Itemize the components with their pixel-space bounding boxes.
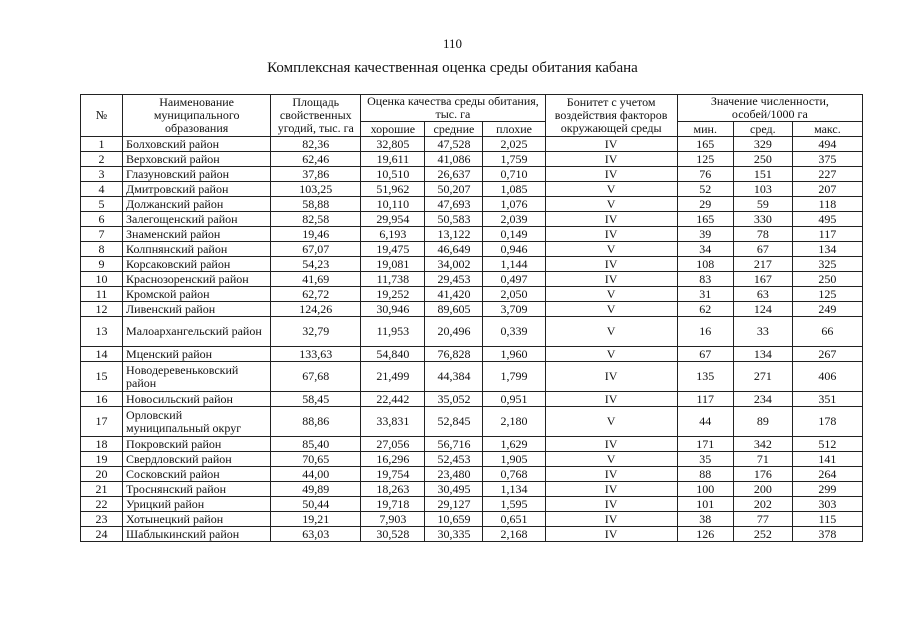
row-max: 250 — [792, 272, 862, 287]
row-area: 41,69 — [271, 272, 361, 287]
table-row — [81, 527, 863, 542]
row-good: 19,611 — [361, 152, 425, 167]
row-good: 54,840 — [361, 347, 425, 362]
row-bonitet: IV — [545, 152, 677, 167]
row-bonitet: V — [545, 407, 677, 437]
table-row — [81, 287, 863, 302]
row-number: 8 — [81, 242, 123, 257]
row-name: Корсаковский район — [123, 257, 271, 272]
table-row — [81, 197, 863, 212]
row-avg: 78 — [733, 227, 792, 242]
table-row — [81, 392, 863, 407]
row-bad: 2,025 — [483, 137, 545, 152]
row-number: 11 — [81, 287, 123, 302]
row-name: Орловский муниципальный округ — [123, 407, 271, 437]
row-name: Урицкий район — [123, 497, 271, 512]
row-good: 30,528 — [361, 527, 425, 542]
row-max: 378 — [792, 527, 862, 542]
row-medium: 41,086 — [425, 152, 483, 167]
row-bonitet: IV — [545, 362, 677, 392]
row-medium: 30,495 — [425, 482, 483, 497]
row-avg: 63 — [733, 287, 792, 302]
row-number: 10 — [81, 272, 123, 287]
row-bonitet: IV — [545, 227, 677, 242]
row-area: 44,00 — [271, 467, 361, 482]
row-number: 20 — [81, 467, 123, 482]
row-avg: 67 — [733, 242, 792, 257]
row-avg: 176 — [733, 467, 792, 482]
row-max: 325 — [792, 257, 862, 272]
header-medium: средние — [425, 122, 483, 137]
row-max: 178 — [792, 407, 862, 437]
row-area: 62,72 — [271, 287, 361, 302]
row-medium: 47,693 — [425, 197, 483, 212]
row-max: 125 — [792, 287, 862, 302]
row-area: 19,21 — [271, 512, 361, 527]
row-medium: 76,828 — [425, 347, 483, 362]
row-avg: 103 — [733, 182, 792, 197]
row-bad: 1,085 — [483, 182, 545, 197]
header-num: № — [81, 95, 123, 137]
table-row — [81, 227, 863, 242]
row-area: 32,79 — [271, 317, 361, 347]
row-min: 39 — [677, 227, 733, 242]
row-bad: 1,905 — [483, 452, 545, 467]
row-avg: 329 — [733, 137, 792, 152]
row-bad: 2,039 — [483, 212, 545, 227]
row-avg: 33 — [733, 317, 792, 347]
header-good: хорошие — [361, 122, 425, 137]
row-bad: 2,168 — [483, 527, 545, 542]
row-max: 512 — [792, 437, 862, 452]
row-good: 19,754 — [361, 467, 425, 482]
row-medium: 34,002 — [425, 257, 483, 272]
header-min: мин. — [677, 122, 733, 137]
table-row — [81, 182, 863, 197]
table-row — [81, 347, 863, 362]
row-number: 9 — [81, 257, 123, 272]
table-row — [81, 302, 863, 317]
row-name: Залегощенский район — [123, 212, 271, 227]
row-bad: 0,339 — [483, 317, 545, 347]
row-name: Знаменский район — [123, 227, 271, 242]
row-max: 134 — [792, 242, 862, 257]
row-medium: 23,480 — [425, 467, 483, 482]
row-bad: 1,960 — [483, 347, 545, 362]
row-area: 82,58 — [271, 212, 361, 227]
row-min: 52 — [677, 182, 733, 197]
row-bonitet: IV — [545, 482, 677, 497]
row-name: Краснозоренский район — [123, 272, 271, 287]
row-number: 16 — [81, 392, 123, 407]
table-row — [81, 482, 863, 497]
row-avg: 124 — [733, 302, 792, 317]
row-min: 38 — [677, 512, 733, 527]
row-min: 100 — [677, 482, 733, 497]
row-name: Новосильский район — [123, 392, 271, 407]
row-avg: 271 — [733, 362, 792, 392]
row-medium: 30,335 — [425, 527, 483, 542]
row-number: 6 — [81, 212, 123, 227]
header-bonitet: Бонитет с учетом воздействия факторов окружающей среды — [545, 95, 677, 137]
row-good: 27,056 — [361, 437, 425, 452]
row-bonitet: V — [545, 287, 677, 302]
row-good: 19,252 — [361, 287, 425, 302]
row-name: Глазуновский район — [123, 167, 271, 182]
row-min: 29 — [677, 197, 733, 212]
row-max: 118 — [792, 197, 862, 212]
row-good: 19,475 — [361, 242, 425, 257]
row-medium: 56,716 — [425, 437, 483, 452]
row-bad: 1,076 — [483, 197, 545, 212]
table-row — [81, 167, 863, 182]
row-area: 49,89 — [271, 482, 361, 497]
row-good: 21,499 — [361, 362, 425, 392]
row-name: Малоархангельский район — [123, 317, 271, 347]
row-area: 54,23 — [271, 257, 361, 272]
row-good: 30,946 — [361, 302, 425, 317]
row-number: 18 — [81, 437, 123, 452]
row-bad: 3,709 — [483, 302, 545, 317]
row-medium: 13,122 — [425, 227, 483, 242]
row-bonitet: V — [545, 182, 677, 197]
row-good: 29,954 — [361, 212, 425, 227]
row-bonitet: IV — [545, 272, 677, 287]
row-area: 63,03 — [271, 527, 361, 542]
row-max: 375 — [792, 152, 862, 167]
row-area: 37,86 — [271, 167, 361, 182]
row-min: 171 — [677, 437, 733, 452]
header-avg: сред. — [733, 122, 792, 137]
table-row — [81, 437, 863, 452]
row-good: 7,903 — [361, 512, 425, 527]
row-bonitet: IV — [545, 527, 677, 542]
row-bonitet: IV — [545, 212, 677, 227]
row-medium: 26,637 — [425, 167, 483, 182]
row-name: Сосковский район — [123, 467, 271, 482]
row-medium: 29,127 — [425, 497, 483, 512]
row-name: Кромской район — [123, 287, 271, 302]
row-good: 10,110 — [361, 197, 425, 212]
row-max: 494 — [792, 137, 862, 152]
row-number: 3 — [81, 167, 123, 182]
table-row — [81, 317, 863, 347]
row-max: 227 — [792, 167, 862, 182]
row-max: 303 — [792, 497, 862, 512]
row-avg: 71 — [733, 452, 792, 467]
row-avg: 342 — [733, 437, 792, 452]
table-row — [81, 497, 863, 512]
table-row — [81, 362, 863, 392]
row-area: 70,65 — [271, 452, 361, 467]
row-bad: 1,134 — [483, 482, 545, 497]
row-number: 2 — [81, 152, 123, 167]
row-good: 11,953 — [361, 317, 425, 347]
table-row — [81, 452, 863, 467]
row-bad: 1,144 — [483, 257, 545, 272]
row-bad: 0,768 — [483, 467, 545, 482]
row-bonitet: V — [545, 347, 677, 362]
row-medium: 20,496 — [425, 317, 483, 347]
row-number: 5 — [81, 197, 123, 212]
row-name: Шаблыкинский район — [123, 527, 271, 542]
table-row — [81, 137, 863, 152]
row-bonitet: V — [545, 197, 677, 212]
row-max: 267 — [792, 347, 862, 362]
row-bad: 0,946 — [483, 242, 545, 257]
row-bad: 0,149 — [483, 227, 545, 242]
row-number: 4 — [81, 182, 123, 197]
row-name: Троснянский район — [123, 482, 271, 497]
row-bonitet: IV — [545, 512, 677, 527]
habitat-assessment-table — [80, 94, 863, 542]
row-bad: 1,629 — [483, 437, 545, 452]
table-row — [81, 512, 863, 527]
row-good: 32,805 — [361, 137, 425, 152]
row-min: 34 — [677, 242, 733, 257]
row-number: 21 — [81, 482, 123, 497]
row-medium: 47,528 — [425, 137, 483, 152]
row-good: 19,081 — [361, 257, 425, 272]
row-max: 264 — [792, 467, 862, 482]
document-title: Комплексная качественная оценка среды обитания кабана — [267, 60, 638, 76]
table-row — [81, 407, 863, 437]
row-number: 7 — [81, 227, 123, 242]
row-medium: 50,583 — [425, 212, 483, 227]
row-name: Дмитровский район — [123, 182, 271, 197]
row-avg: 250 — [733, 152, 792, 167]
row-area: 62,46 — [271, 152, 361, 167]
row-min: 117 — [677, 392, 733, 407]
table-row — [81, 152, 863, 167]
row-bonitet: IV — [545, 467, 677, 482]
row-avg: 330 — [733, 212, 792, 227]
row-medium: 52,845 — [425, 407, 483, 437]
row-area: 82,36 — [271, 137, 361, 152]
row-area: 19,46 — [271, 227, 361, 242]
row-avg: 89 — [733, 407, 792, 437]
row-good: 10,510 — [361, 167, 425, 182]
row-max: 249 — [792, 302, 862, 317]
row-name: Верховский район — [123, 152, 271, 167]
row-min: 88 — [677, 467, 733, 482]
row-avg: 59 — [733, 197, 792, 212]
row-bonitet: IV — [545, 257, 677, 272]
row-medium: 29,453 — [425, 272, 483, 287]
row-bad: 2,050 — [483, 287, 545, 302]
row-max: 117 — [792, 227, 862, 242]
row-min: 44 — [677, 407, 733, 437]
row-min: 31 — [677, 287, 733, 302]
header-density: Значение численности, особей/1000 га — [677, 95, 862, 122]
row-max: 115 — [792, 512, 862, 527]
row-number: 13 — [81, 317, 123, 347]
row-medium: 52,453 — [425, 452, 483, 467]
row-medium: 35,052 — [425, 392, 483, 407]
row-name: Хотынецкий район — [123, 512, 271, 527]
row-medium: 44,384 — [425, 362, 483, 392]
row-good: 16,296 — [361, 452, 425, 467]
row-min: 165 — [677, 137, 733, 152]
row-medium: 46,649 — [425, 242, 483, 257]
row-area: 67,07 — [271, 242, 361, 257]
row-medium: 10,659 — [425, 512, 483, 527]
row-area: 58,45 — [271, 392, 361, 407]
row-good: 22,442 — [361, 392, 425, 407]
row-area: 124,26 — [271, 302, 361, 317]
row-number: 17 — [81, 407, 123, 437]
row-area: 67,68 — [271, 362, 361, 392]
row-number: 19 — [81, 452, 123, 467]
row-bonitet: V — [545, 317, 677, 347]
row-max: 351 — [792, 392, 862, 407]
row-max: 207 — [792, 182, 862, 197]
row-avg: 252 — [733, 527, 792, 542]
table-body — [81, 137, 863, 542]
row-bonitet: IV — [545, 392, 677, 407]
table-row — [81, 467, 863, 482]
row-medium: 89,605 — [425, 302, 483, 317]
row-good: 6,193 — [361, 227, 425, 242]
row-medium: 50,207 — [425, 182, 483, 197]
row-name: Болховский район — [123, 137, 271, 152]
row-number: 12 — [81, 302, 123, 317]
row-number: 22 — [81, 497, 123, 512]
row-area: 58,88 — [271, 197, 361, 212]
row-number: 15 — [81, 362, 123, 392]
row-area: 103,25 — [271, 182, 361, 197]
row-min: 101 — [677, 497, 733, 512]
row-bad: 0,710 — [483, 167, 545, 182]
row-number: 24 — [81, 527, 123, 542]
row-area: 50,44 — [271, 497, 361, 512]
header-quality: Оценка качества среды обитания, тыс. га — [361, 95, 545, 122]
row-area: 85,40 — [271, 437, 361, 452]
row-name: Мценский район — [123, 347, 271, 362]
row-good: 33,831 — [361, 407, 425, 437]
row-bad: 1,759 — [483, 152, 545, 167]
row-max: 299 — [792, 482, 862, 497]
table-row — [81, 242, 863, 257]
row-bad: 0,651 — [483, 512, 545, 527]
header-bad: плохие — [483, 122, 545, 137]
row-name: Должанский район — [123, 197, 271, 212]
row-min: 165 — [677, 212, 733, 227]
row-min: 76 — [677, 167, 733, 182]
table-row — [81, 272, 863, 287]
row-bonitet: IV — [545, 497, 677, 512]
row-bad: 0,497 — [483, 272, 545, 287]
row-number: 23 — [81, 512, 123, 527]
row-number: 1 — [81, 137, 123, 152]
row-bonitet: V — [545, 302, 677, 317]
row-good: 19,718 — [361, 497, 425, 512]
row-min: 135 — [677, 362, 733, 392]
row-bad: 2,180 — [483, 407, 545, 437]
row-min: 67 — [677, 347, 733, 362]
row-avg: 77 — [733, 512, 792, 527]
row-bad: 0,951 — [483, 392, 545, 407]
row-bonitet: IV — [545, 137, 677, 152]
row-avg: 151 — [733, 167, 792, 182]
row-avg: 202 — [733, 497, 792, 512]
row-bonitet: IV — [545, 167, 677, 182]
table-row — [81, 212, 863, 227]
row-min: 83 — [677, 272, 733, 287]
row-max: 406 — [792, 362, 862, 392]
row-bonitet: V — [545, 452, 677, 467]
header-name: Наименование муниципального образования — [123, 95, 271, 137]
row-min: 16 — [677, 317, 733, 347]
row-name: Покровский район — [123, 437, 271, 452]
row-medium: 41,420 — [425, 287, 483, 302]
row-area: 88,86 — [271, 407, 361, 437]
row-avg: 234 — [733, 392, 792, 407]
table-row — [81, 257, 863, 272]
row-min: 126 — [677, 527, 733, 542]
row-name: Колпнянский район — [123, 242, 271, 257]
row-good: 51,962 — [361, 182, 425, 197]
row-name: Новодеревеньковский район — [123, 362, 271, 392]
row-good: 18,263 — [361, 482, 425, 497]
row-number: 14 — [81, 347, 123, 362]
row-min: 125 — [677, 152, 733, 167]
row-avg: 217 — [733, 257, 792, 272]
row-avg: 200 — [733, 482, 792, 497]
row-avg: 167 — [733, 272, 792, 287]
row-bad: 1,799 — [483, 362, 545, 392]
row-bad: 1,595 — [483, 497, 545, 512]
row-max: 495 — [792, 212, 862, 227]
row-bonitet: V — [545, 242, 677, 257]
row-min: 35 — [677, 452, 733, 467]
row-max: 66 — [792, 317, 862, 347]
row-bonitet: IV — [545, 437, 677, 452]
row-avg: 134 — [733, 347, 792, 362]
header-max: макс. — [792, 122, 862, 137]
row-area: 133,63 — [271, 347, 361, 362]
page-number: 110 — [442, 36, 463, 51]
header-area: Площадь свойственных угодий, тыс. га — [271, 95, 361, 137]
row-min: 62 — [677, 302, 733, 317]
row-good: 11,738 — [361, 272, 425, 287]
row-name: Свердловский район — [123, 452, 271, 467]
row-name: Ливенский район — [123, 302, 271, 317]
row-max: 141 — [792, 452, 862, 467]
row-min: 108 — [677, 257, 733, 272]
